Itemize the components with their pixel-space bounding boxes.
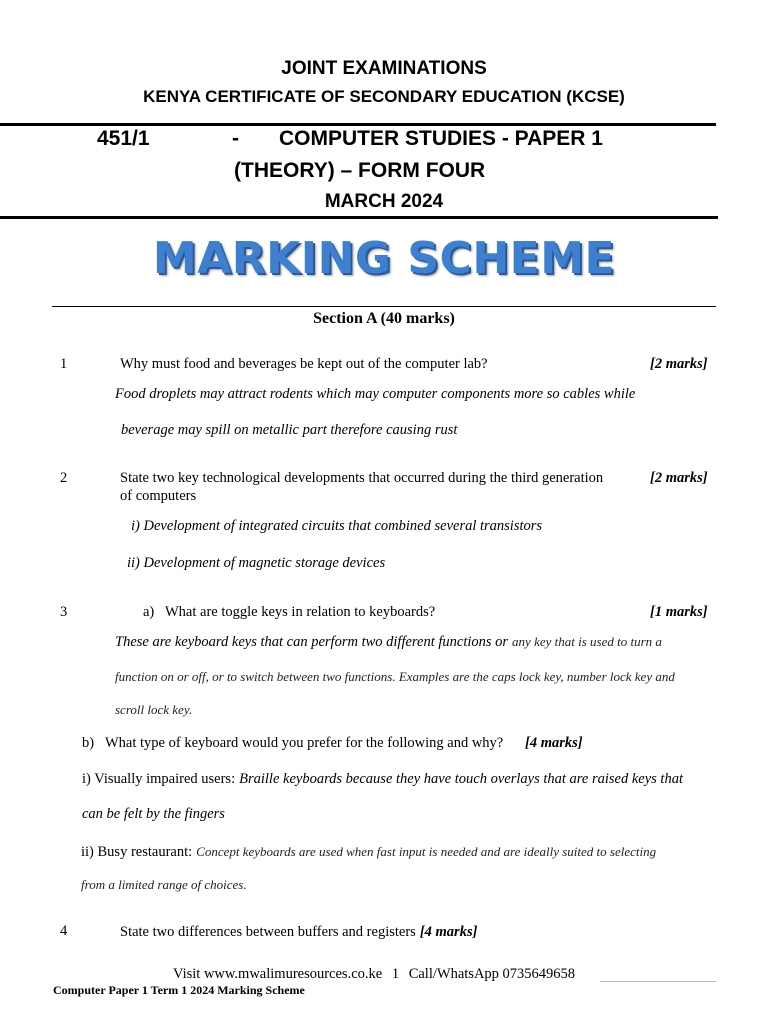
question-4-number: 4 [60, 923, 68, 939]
question-3a-answer-line-1b: any key that is used to turn a [512, 634, 662, 649]
question-2-text-line-1: State two key technological developments that occurred during the third generation [120, 470, 604, 486]
question-1-answer-line-2: beverage may spill on metallic part therefore causing rust [121, 422, 458, 438]
header-bottom-rule [0, 216, 718, 219]
question-3a-answer-line-1 [115, 633, 662, 651]
question-4-text: State two differences between buffers and registers [120, 924, 416, 940]
footer-visit-link[interactable]: Visit www.mwalimuresources.co.ke [173, 966, 383, 982]
question-3b-ii [81, 843, 656, 861]
paper-form: (THEORY) – FORM FOUR [234, 159, 486, 182]
question-3b-ii-label: ii) Busy restaurant: [81, 844, 193, 860]
section-title: Section A (40 marks) [313, 310, 455, 327]
question-3b-i [82, 770, 683, 788]
question-3b-marks: [4 marks] [525, 735, 583, 751]
exam-title: JOINT EXAMINATIONS [281, 58, 487, 79]
question-4 [120, 923, 477, 941]
question-1-answer-line-1: Food droplets may attract rodents which may computer components more so cables while [115, 386, 636, 402]
marking-scheme-banner: MARKING SCHEME [152, 233, 616, 284]
page-number: 1 [391, 966, 400, 982]
question-2-marks: [2 marks] [650, 470, 708, 486]
paper-date: MARCH 2024 [324, 191, 444, 212]
question-3a-answer-line-1a: These are keyboard keys that can perform two different functions or [115, 634, 509, 650]
question-3b-label: b) [82, 735, 95, 751]
question-2-answer-i: i) Development of integrated circuits that combined several transistors [131, 518, 543, 534]
question-1-number: 1 [60, 356, 68, 372]
footer-contact: Call/WhatsApp 0735649658 [408, 966, 576, 982]
question-4-marks: [4 marks] [419, 924, 478, 940]
section-rule [52, 306, 716, 307]
question-3b-i-label: i) Visually impaired users: [82, 771, 236, 787]
question-3b-ii-answer-line-2: from a limited range of choices. [81, 877, 247, 892]
header-top-rule [0, 123, 716, 126]
question-3a-answer-line-2: function on or off, or to switch between two functions. Examples are the caps lock key, number lock key and [115, 669, 675, 684]
question-3a-marks: [1 marks] [650, 604, 708, 620]
question-2-number: 2 [60, 470, 68, 486]
exam-subtitle: KENYA CERTIFICATE OF SECONDARY EDUCATION (KCSE) [143, 87, 625, 106]
question-3b-text: What type of keyboard would you prefer for the following and why? [105, 735, 504, 751]
paper-subject: COMPUTER STUDIES - PAPER 1 [279, 127, 603, 150]
question-3b-i-answer-line-2: can be felt by the fingers [82, 806, 225, 822]
footer-line [173, 966, 575, 983]
question-2-text-line-2: of computers [120, 488, 197, 504]
question-1-marks: [2 marks] [650, 356, 708, 372]
question-3b-ii-answer: Concept keyboards are used when fast input is needed and are ideally suited to selecting [196, 844, 657, 859]
footer-rule [600, 981, 716, 982]
question-3a-label: a) [143, 604, 155, 620]
question-3a-text: What are toggle keys in relation to keyboards? [165, 604, 436, 620]
question-2-answer-ii: ii) Development of magnetic storage devices [127, 555, 386, 571]
question-1-text: Why must food and beverages be kept out of the computer lab? [120, 356, 488, 372]
question-3b-i-answer: Braille keyboards because they have touch overlays that are raised keys that [239, 771, 683, 787]
footer-document-name: Computer Paper 1 Term 1 2024 Marking Scheme [53, 983, 305, 997]
question-3-number: 3 [60, 604, 68, 620]
paper-code: 451/1 [97, 127, 150, 150]
question-3a-answer-line-3: scroll lock key. [115, 702, 193, 717]
paper-dash: - [232, 127, 239, 150]
